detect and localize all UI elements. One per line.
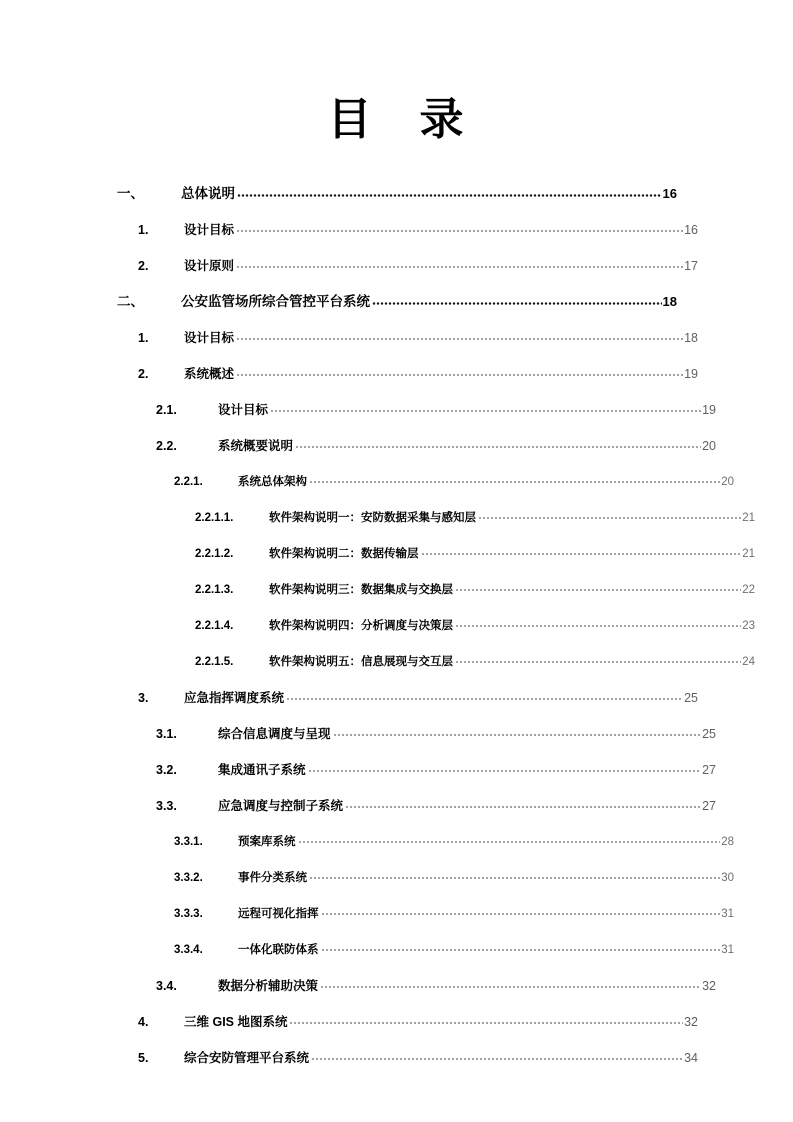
toc-entry-number: 二、 — [117, 294, 144, 309]
toc-entry-page-number: 27 — [702, 799, 716, 813]
toc-leader-dots — [309, 471, 720, 485]
toc-entry-page-number: 18 — [684, 331, 698, 345]
toc-entry-page-number: 27 — [702, 763, 716, 777]
toc-leader-dots — [295, 436, 701, 450]
toc-entry[interactable] — [117, 1040, 698, 1076]
toc-entry-label[interactable]: 设计目标 — [218, 403, 269, 417]
toc-entry-number: 1. — [138, 331, 149, 345]
toc-entry[interactable] — [117, 1004, 698, 1040]
toc-entry-number: 3.4. — [156, 979, 177, 993]
toc-entry-number: 2.2. — [156, 439, 177, 453]
toc-entry-number: 5. — [138, 1051, 149, 1065]
toc-entry-label[interactable]: 软件架构说明一：安防数据采集与感知层 — [269, 512, 476, 524]
page-title: 目 录 — [327, 95, 466, 144]
toc-leader-dots — [333, 724, 702, 738]
table-of-contents — [117, 176, 755, 1076]
toc-leader-dots — [236, 364, 683, 378]
toc-entry-label[interactable]: 软件架构说明二：数据传输层 — [269, 548, 419, 560]
toc-entry-label[interactable]: 软件架构说明四：分析调度与决策层 — [269, 620, 453, 632]
toc-entry-number: 2.2.1.2. — [195, 548, 234, 560]
toc-entry[interactable] — [117, 932, 734, 968]
toc-entry-page-number: 20 — [721, 476, 734, 488]
toc-leader-dots — [455, 579, 741, 593]
toc-entry-page-number: 28 — [721, 836, 734, 848]
toc-entry-number: 3.3.4. — [174, 944, 203, 956]
toc-entry-page-number: 23 — [742, 620, 755, 632]
toc-entry[interactable] — [117, 716, 716, 752]
toc-entry[interactable] — [117, 824, 734, 860]
toc-leader-dots — [289, 1012, 683, 1026]
toc-entry-page-number: 32 — [684, 1015, 698, 1029]
toc-entry[interactable] — [117, 608, 755, 644]
toc-entry[interactable] — [117, 212, 698, 248]
toc-entry-page-number: 24 — [742, 656, 755, 668]
toc-entry-number: 3.3.2. — [174, 872, 203, 884]
toc-entry-number: 4. — [138, 1015, 149, 1029]
toc-entry-number: 2. — [138, 259, 149, 273]
toc-entry-page-number: 19 — [684, 367, 698, 381]
toc-entry[interactable] — [117, 428, 716, 464]
toc-leader-dots — [308, 760, 702, 774]
toc-entry-page-number: 32 — [702, 979, 716, 993]
toc-entry-label[interactable]: 三维 GIS 地图系统 — [184, 1015, 288, 1029]
toc-leader-dots — [321, 939, 721, 953]
toc-entry-label[interactable]: 综合信息调度与呈现 — [218, 727, 331, 741]
toc-entry-label[interactable]: 综合安防管理平台系统 — [184, 1051, 310, 1065]
toc-leader-dots — [309, 867, 720, 881]
toc-entry-label[interactable]: 软件架构说明五：信息展现与交互层 — [269, 656, 453, 668]
toc-entry-page-number: 17 — [684, 259, 698, 273]
toc-entry[interactable] — [117, 860, 734, 896]
toc-entry-number: 3.2. — [156, 763, 177, 777]
toc-entry[interactable] — [117, 320, 698, 356]
toc-entry-label[interactable]: 系统总体架构 — [238, 476, 307, 488]
toc-leader-dots — [286, 688, 683, 702]
toc-entry-label[interactable]: 系统概要说明 — [218, 439, 294, 453]
toc-entry-page-number: 22 — [742, 584, 755, 596]
toc-leader-dots — [298, 831, 721, 845]
toc-entry-label[interactable]: 设计目标 — [184, 331, 235, 345]
toc-leader-dots — [455, 615, 741, 629]
toc-entry-page-number: 31 — [721, 944, 734, 956]
toc-entry-label[interactable]: 软件架构说明三：数据集成与交换层 — [269, 584, 453, 596]
toc-entry[interactable] — [117, 896, 734, 932]
toc-leader-dots — [345, 796, 701, 810]
toc-entry[interactable] — [117, 680, 698, 716]
toc-entry-page-number: 31 — [721, 908, 734, 920]
toc-entry-label[interactable]: 事件分类系统 — [238, 872, 307, 884]
toc-entry-page-number: 16 — [662, 186, 677, 201]
toc-entry-page-number: 21 — [742, 512, 755, 524]
toc-entry[interactable] — [117, 500, 755, 536]
toc-entry[interactable] — [117, 284, 677, 320]
toc-entry-number: 3.3.3. — [174, 908, 203, 920]
toc-leader-dots — [270, 400, 701, 414]
toc-entry[interactable] — [117, 176, 677, 212]
toc-leader-dots — [236, 220, 683, 234]
toc-leader-dots — [478, 507, 741, 521]
toc-entry-number: 1. — [138, 223, 149, 237]
toc-entry[interactable] — [117, 536, 755, 572]
toc-entry-number: 3.3.1. — [174, 836, 203, 848]
toc-entry-page-number: 21 — [742, 548, 755, 560]
toc-entry[interactable] — [117, 644, 755, 680]
toc-leader-dots — [321, 903, 721, 917]
toc-entry-label[interactable]: 数据分析辅助决策 — [218, 979, 319, 993]
toc-entry-number: 2.2.1.1. — [195, 512, 234, 524]
toc-entry-label[interactable]: 应急调度与控制子系统 — [218, 799, 344, 813]
toc-leader-dots — [236, 256, 683, 270]
toc-entry-page-number: 18 — [662, 294, 677, 309]
toc-entry-label[interactable]: 系统概述 — [184, 367, 235, 381]
toc-entry-number: 一、 — [117, 186, 144, 201]
toc-leader-dots — [372, 292, 662, 306]
toc-entry[interactable] — [117, 248, 698, 284]
toc-entry-number: 3.3. — [156, 799, 177, 813]
toc-leader-dots — [311, 1048, 683, 1062]
toc-entry-number: 2. — [138, 367, 149, 381]
toc-entry[interactable] — [117, 392, 716, 428]
toc-leader-dots — [236, 328, 683, 342]
toc-leader-dots — [455, 651, 741, 665]
toc-entry-label[interactable]: 总体说明 — [181, 186, 235, 201]
toc-entry-number: 2.2.1.5. — [195, 656, 234, 668]
toc-entry[interactable] — [117, 356, 698, 392]
toc-entry-number: 2.1. — [156, 403, 177, 417]
toc-leader-dots — [320, 976, 701, 990]
toc-entry[interactable] — [117, 788, 716, 824]
toc-entry-page-number: 25 — [684, 691, 698, 705]
toc-entry-number: 3. — [138, 691, 149, 705]
toc-entry-label[interactable]: 一体化联防体系 — [238, 944, 319, 956]
toc-entry-label[interactable]: 设计目标 — [184, 223, 235, 237]
toc-entry-number: 2.2.1.4. — [195, 620, 234, 632]
toc-entry-number: 2.2.1. — [174, 476, 203, 488]
toc-entry-label[interactable]: 公安监管场所综合管控平台系统 — [181, 294, 370, 309]
toc-entry-page-number: 25 — [702, 727, 716, 741]
toc-entry-label[interactable]: 集成通讯子系统 — [218, 763, 306, 777]
toc-entry[interactable] — [117, 464, 734, 500]
toc-entry-page-number: 30 — [721, 872, 734, 884]
toc-entry[interactable] — [117, 572, 755, 608]
toc-entry[interactable] — [117, 968, 716, 1004]
toc-entry-label[interactable]: 设计原则 — [184, 259, 235, 273]
toc-entry-number: 2.2.1.3. — [195, 584, 234, 596]
toc-leader-dots — [237, 184, 662, 198]
toc-entry-label[interactable]: 应急指挥调度系统 — [184, 691, 285, 705]
toc-leader-dots — [421, 543, 742, 557]
toc-entry-page-number: 20 — [702, 439, 716, 453]
toc-entry-number: 3.1. — [156, 727, 177, 741]
toc-entry-page-number: 34 — [684, 1051, 698, 1065]
toc-entry[interactable] — [117, 752, 716, 788]
toc-entry-page-number: 16 — [684, 223, 698, 237]
toc-entry-label[interactable]: 远程可视化指挥 — [238, 908, 319, 920]
toc-entry-page-number: 19 — [702, 403, 716, 417]
toc-entry-label[interactable]: 预案库系统 — [238, 836, 296, 848]
